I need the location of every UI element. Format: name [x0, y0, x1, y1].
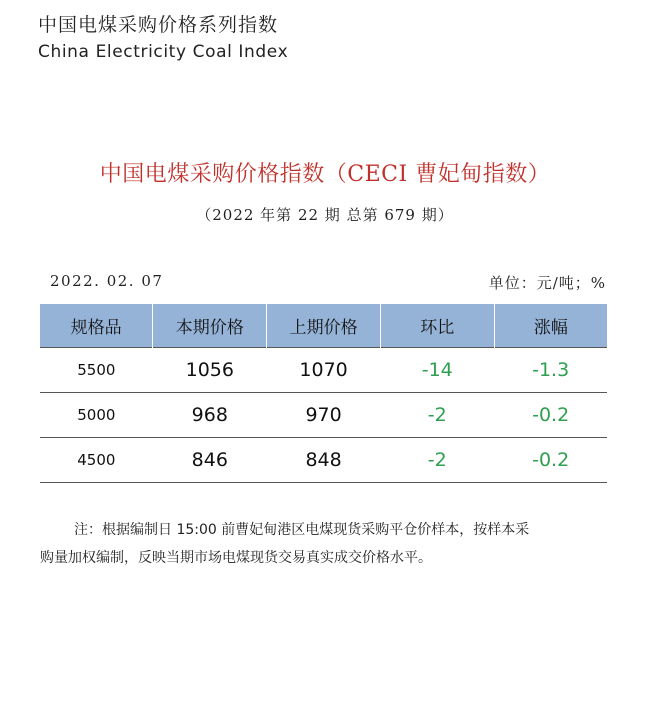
cell-percent: -0.2 [494, 393, 607, 438]
cell-current: 1056 [153, 348, 267, 393]
table-row [40, 438, 607, 483]
header-percent: 涨幅 [494, 304, 607, 348]
header-previous-price: 上期价格 [267, 304, 380, 348]
cell-change: -2 [380, 438, 494, 483]
cell-previous: 970 [267, 393, 380, 438]
header-title-en: China Electricity Coal Index [38, 42, 289, 62]
table-row [40, 393, 607, 438]
header-title-cn: 中国电煤采购价格系列指数 [38, 14, 279, 36]
cell-percent: -0.2 [494, 438, 607, 483]
report-issue: （2022 年第 22 期 总第 679 期） [196, 206, 454, 224]
report-title: 中国电煤采购价格指数（CECI 曹妃甸指数） [99, 162, 551, 187]
cell-spec: 5000 [40, 393, 153, 438]
report-date: 2022. 02. 07 [50, 272, 164, 290]
cell-current: 968 [153, 393, 267, 438]
cell-percent: -1.3 [494, 348, 607, 393]
cell-spec: 4500 [40, 438, 153, 483]
header-change: 环比 [380, 304, 494, 348]
price-table [40, 304, 607, 483]
header-spec: 规格品 [40, 304, 153, 348]
cell-current: 846 [153, 438, 267, 483]
table-header-row [40, 304, 607, 348]
table-row [40, 348, 607, 393]
report-unit: 单位：元/吨；% [488, 274, 606, 292]
cell-previous: 848 [267, 438, 380, 483]
cell-spec: 5500 [40, 348, 153, 393]
cell-previous: 1070 [267, 348, 380, 393]
note-line-2: 购量加权编制，反映当期市场电煤现货交易真实成交价格水平。 [40, 550, 432, 566]
note-line-1: 注：根据编制日 15:00 前曹妃甸港区电煤现货采购平仓价样本，按样本采 [74, 522, 530, 538]
cell-change: -2 [380, 393, 494, 438]
header-current-price: 本期价格 [153, 304, 267, 348]
cell-change: -14 [380, 348, 494, 393]
